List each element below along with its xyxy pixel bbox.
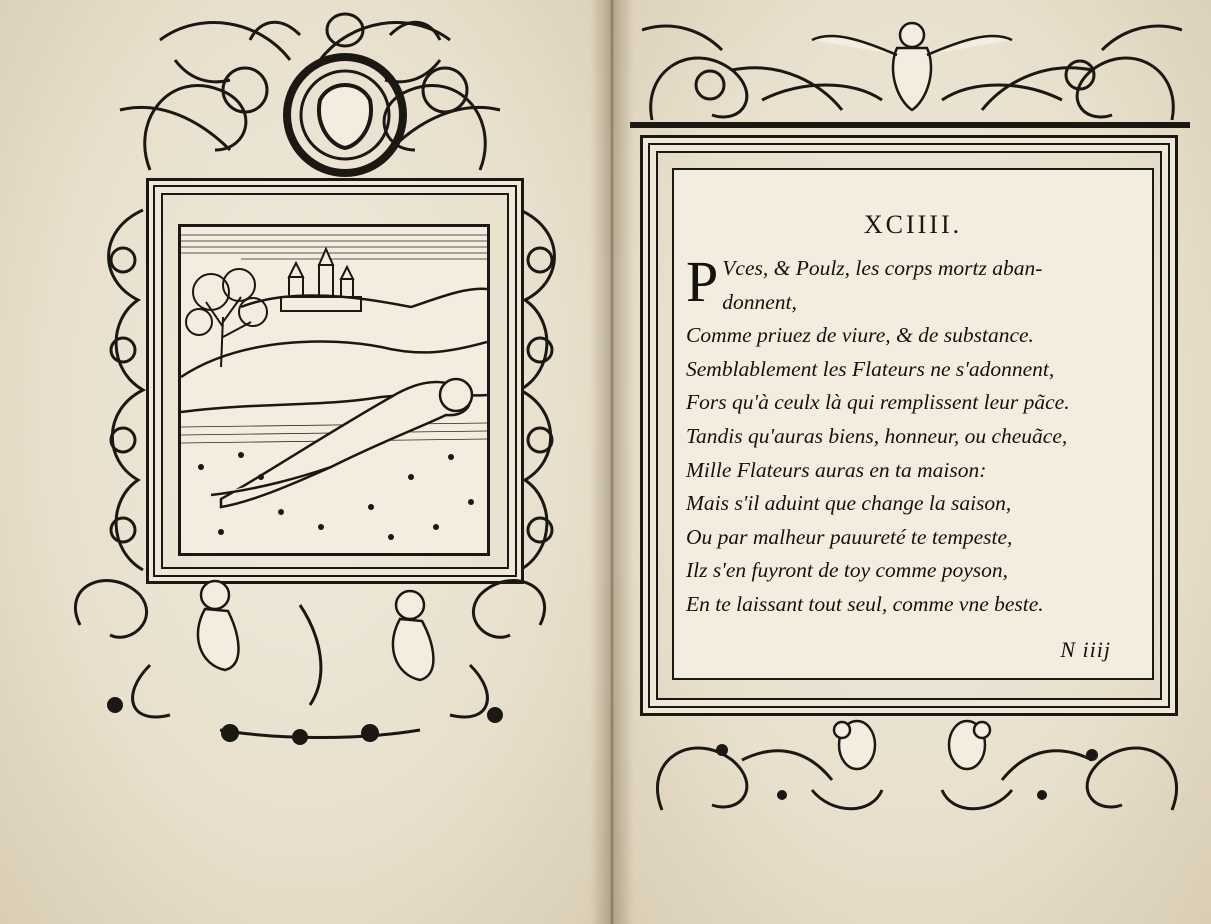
- poem-line-3: Comme priuez de viure, & de substance.: [686, 323, 1034, 348]
- poem-line-10: Ilz s'en fuyront de toy comme poyson,: [686, 558, 1009, 583]
- bottom-ornament-right: [612, 700, 1211, 830]
- poem-line-4: Semblablement les Flateurs ne s'adonnent,: [686, 356, 1055, 381]
- bottom-ornament-left: [0, 565, 612, 745]
- top-ornament-right: [612, 0, 1211, 135]
- ram-heads: [834, 721, 990, 769]
- poem-line-7: Mille Flateurs auras en ta maison:: [686, 457, 987, 482]
- winged-figure: [812, 23, 1012, 110]
- signature-mark: N iiij: [1060, 637, 1111, 662]
- poem-text-box: [672, 168, 1154, 680]
- woodcut-illustration: [178, 224, 490, 556]
- poem-line-8: Mais s'il aduint que change la saison,: [686, 491, 1012, 516]
- top-ornament-left: [0, 0, 612, 190]
- poem-line-2: donnent,: [722, 289, 797, 314]
- cherubs: [198, 581, 433, 680]
- reclining-figure: [211, 379, 472, 507]
- woodcut-scene: [181, 227, 487, 553]
- book-gutter: [590, 0, 634, 924]
- poem-line-1: Vces, & Poulz, les corps mortz aban-: [722, 256, 1043, 280]
- poem: [686, 249, 1146, 622]
- poem-line-9: Ou par malheur pauureté te tempeste,: [686, 524, 1013, 549]
- poem-line-5: Fors qu'à ceulx là qui remplissent leur pãce.: [686, 390, 1070, 415]
- drop-capital: P: [686, 249, 719, 314]
- castle: [281, 249, 361, 311]
- poem-line-11: En te laissant tout seul, comme vne beste.: [686, 591, 1044, 616]
- emblem-number: XCIIII.: [863, 210, 963, 239]
- poem-line-6: Tandis qu'auras biens, honneur, ou cheuãce,: [686, 423, 1068, 448]
